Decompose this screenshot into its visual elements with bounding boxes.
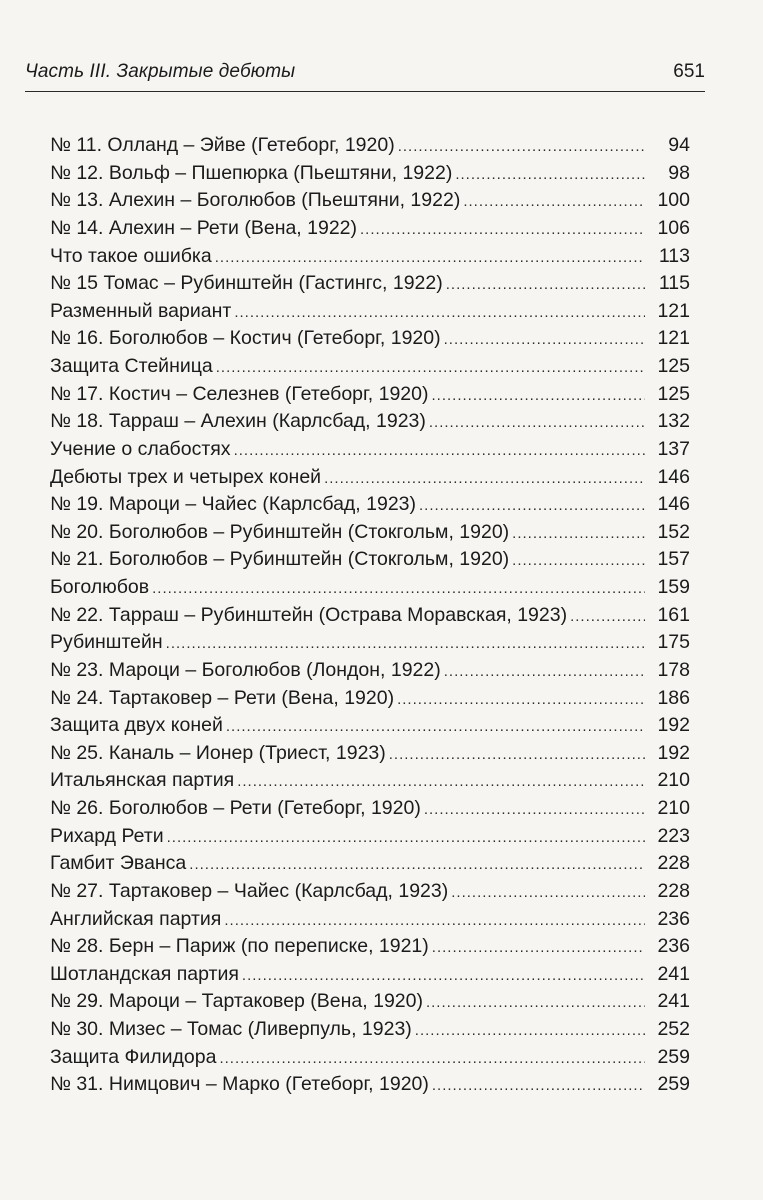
toc-entry	[50, 160, 690, 188]
toc-entry	[50, 546, 690, 574]
toc-entry-title: Защита Стейница	[50, 355, 213, 377]
toc-entry	[50, 823, 690, 851]
toc-entry-title: № 21. Боголюбов – Рубинштейн (Стокгольм, 1920)	[50, 548, 510, 571]
toc-entry	[50, 353, 690, 381]
dot-leader	[224, 907, 645, 934]
toc-entry	[50, 906, 690, 934]
dot-leader	[167, 824, 645, 851]
toc-entry-page: 192	[657, 741, 690, 764]
toc-entry	[50, 408, 690, 436]
toc-entry-title: Шотландская партия	[50, 962, 239, 985]
toc-entry	[50, 602, 690, 630]
toc-entry-title: № 19. Мароци – Чайес (Карлсбад, 1923)	[50, 493, 417, 516]
toc-entry	[50, 988, 690, 1016]
toc-entry-page: 228	[657, 852, 690, 875]
toc-entry-title: № 30. Мизес – Томас (Ливерпуль, 1923)	[50, 1018, 412, 1040]
dot-leader	[424, 796, 645, 823]
dot-leader	[389, 741, 645, 768]
toc-entry-page: 236	[657, 907, 690, 930]
toc-entry-page: 125	[657, 382, 690, 405]
dot-leader	[237, 768, 645, 795]
table-of-contents	[50, 132, 690, 1099]
toc-entry-title: Боголюбов	[50, 576, 150, 598]
dot-leader	[432, 1072, 645, 1099]
toc-entry-page: 259	[657, 1073, 690, 1096]
toc-entry	[50, 187, 690, 215]
toc-entry-title: № 28. Берн – Париж (по переписке, 1921)	[50, 935, 429, 958]
toc-entry	[50, 740, 690, 768]
dot-leader	[455, 161, 645, 188]
toc-entry-title: Рихард Рети	[50, 824, 164, 847]
running-header	[25, 55, 705, 92]
dot-leader	[234, 437, 645, 464]
toc-entry-title: № 18. Тарраш – Алехин (Карлсбад, 1923)	[50, 410, 426, 433]
toc-entry	[50, 436, 690, 464]
toc-entry-page: 210	[657, 769, 690, 792]
dot-leader	[215, 244, 645, 271]
toc-entry-page: 178	[657, 658, 690, 681]
toc-entry	[50, 685, 690, 713]
toc-entry	[50, 712, 690, 740]
toc-entry-title: Что такое ошибка	[50, 244, 212, 267]
dot-leader	[234, 299, 645, 326]
dot-leader	[398, 133, 645, 160]
toc-entry-page: 113	[658, 244, 690, 267]
toc-entry-page: 223	[657, 824, 690, 847]
toc-entry-page: 161	[657, 603, 690, 626]
dot-leader	[219, 1045, 645, 1072]
toc-entry	[50, 850, 690, 878]
toc-entry	[50, 464, 690, 492]
toc-entry-page: 259	[657, 1045, 690, 1068]
dot-leader	[429, 409, 645, 436]
toc-entry-title: № 20. Боголюбов – Рубинштейн (Стокгольм, 1920)	[50, 520, 510, 543]
dot-leader	[451, 879, 645, 906]
dot-leader	[360, 216, 645, 243]
dot-leader	[216, 354, 645, 381]
toc-entry	[50, 574, 690, 602]
toc-entry-title: № 14. Алехин – Рети (Вена, 1922)	[50, 216, 358, 239]
toc-entry	[50, 767, 690, 795]
toc-entry-page: 98	[668, 161, 690, 184]
toc-entry-title: № 11. Олланд – Эйве (Гетеборг, 1920)	[50, 134, 395, 156]
dot-leader	[444, 658, 645, 685]
dot-leader	[152, 575, 645, 602]
toc-entry	[50, 325, 690, 353]
toc-entry	[50, 381, 690, 409]
toc-entry-page: 137	[657, 437, 690, 460]
dot-leader	[431, 382, 645, 409]
toc-entry-page: 236	[657, 935, 690, 958]
toc-entry	[50, 1044, 690, 1072]
dot-leader	[324, 465, 645, 492]
toc-entry-page: 146	[657, 465, 690, 488]
toc-entry-page: 175	[657, 631, 690, 654]
toc-entry-page: 252	[657, 1018, 690, 1040]
toc-entry	[50, 132, 690, 160]
dot-leader	[432, 934, 645, 961]
toc-entry	[50, 878, 690, 906]
toc-entry-page: 152	[657, 520, 690, 543]
toc-entry-title: № 23. Мароци – Боголюбов (Лондон, 1922)	[50, 658, 441, 681]
toc-entry-title: № 26. Боголюбов – Рети (Гетеборг, 1920)	[50, 797, 421, 819]
toc-entry	[50, 961, 690, 989]
toc-entry-title: Рубинштейн	[50, 631, 163, 654]
toc-entry-page: 186	[657, 686, 690, 709]
dot-leader	[444, 326, 645, 353]
toc-entry-title: № 17. Костич – Селезнев (Гетеборг, 1920)	[50, 382, 429, 405]
toc-entry-title: № 25. Каналь – Ионер (Триест, 1923)	[50, 741, 386, 764]
page-number: 651	[673, 61, 705, 82]
toc-entry-page: 121	[657, 327, 690, 350]
dot-leader	[226, 713, 645, 740]
toc-entry-title: № 15 Томас – Рубинштейн (Гастингс, 1922)	[50, 272, 443, 295]
toc-entry-page: 157	[657, 548, 690, 571]
dot-leader	[242, 962, 645, 989]
toc-entry	[50, 933, 690, 961]
dot-leader	[189, 851, 645, 878]
toc-entry	[50, 629, 690, 657]
dot-leader	[463, 188, 645, 215]
toc-entry	[50, 1071, 690, 1099]
toc-entry-page: 106	[657, 216, 690, 239]
dot-leader	[446, 271, 645, 298]
dot-leader	[415, 1017, 645, 1044]
toc-entry	[50, 215, 690, 243]
toc-entry-page: 192	[657, 714, 690, 737]
toc-entry-title: № 12. Вольф – Пшепюрка (Пьештяни, 1922)	[50, 161, 453, 184]
toc-entry-page: 241	[657, 990, 690, 1013]
dot-leader	[419, 492, 645, 519]
toc-entry	[50, 1016, 690, 1044]
toc-entry-page: 125	[657, 355, 690, 377]
dot-leader	[570, 603, 645, 630]
toc-entry-title: № 22. Тарраш – Рубинштейн (Острава Моравская, 1923)	[50, 603, 568, 626]
toc-entry-title: Дебюты трех и четырех коней	[50, 465, 322, 488]
toc-entry-page: 121	[657, 299, 690, 322]
toc-entry-title: № 13. Алехин – Боголюбов (Пьештяни, 1922)	[50, 189, 461, 212]
toc-entry-title: Разменный вариант	[50, 299, 232, 322]
toc-entry-title: Итальянская партия	[50, 769, 235, 792]
toc-entry-page: 115	[658, 272, 690, 295]
toc-entry	[50, 270, 690, 298]
toc-entry	[50, 298, 690, 326]
dot-leader	[397, 686, 645, 713]
dot-leader	[512, 520, 645, 547]
toc-entry	[50, 519, 690, 547]
toc-entry-page: 241	[657, 962, 690, 985]
toc-entry-title: Учение о слабостях	[50, 437, 231, 460]
dot-leader	[512, 547, 645, 574]
toc-entry-page: 132	[657, 410, 690, 433]
toc-entry-title: Гамбит Эванса	[50, 852, 187, 875]
toc-entry-page: 100	[657, 189, 690, 212]
toc-entry-title: Защита двух коней	[50, 714, 223, 737]
toc-entry-page: 228	[657, 879, 690, 902]
toc-entry-title: № 31. Нимцович – Марко (Гетеборг, 1920)	[50, 1073, 429, 1096]
toc-entry-page: 210	[657, 797, 690, 819]
toc-entry	[50, 491, 690, 519]
toc-entry-title: № 16. Боголюбов – Костич (Гетеборг, 1920)	[50, 327, 441, 350]
toc-entry-title: Защита Филидора	[50, 1045, 217, 1068]
dot-leader	[426, 989, 645, 1016]
dot-leader	[166, 630, 645, 657]
toc-entry-page: 94	[668, 134, 690, 156]
toc-entry-page: 159	[657, 576, 690, 598]
toc-entry	[50, 795, 690, 823]
toc-entry-title: Английская партия	[50, 907, 222, 930]
toc-entry-title: № 24. Тартаковер – Рети (Вена, 1920)	[50, 686, 395, 709]
toc-entry-title: № 29. Мароци – Тартаковер (Вена, 1920)	[50, 990, 423, 1013]
toc-entry	[50, 657, 690, 685]
toc-entry	[50, 243, 690, 271]
toc-entry-page: 146	[657, 493, 690, 516]
toc-entry-title: № 27. Тартаковер – Чайес (Карлсбад, 1923)	[50, 879, 449, 902]
chapter-title: Часть III. Закрытые дебюты	[25, 61, 296, 82]
